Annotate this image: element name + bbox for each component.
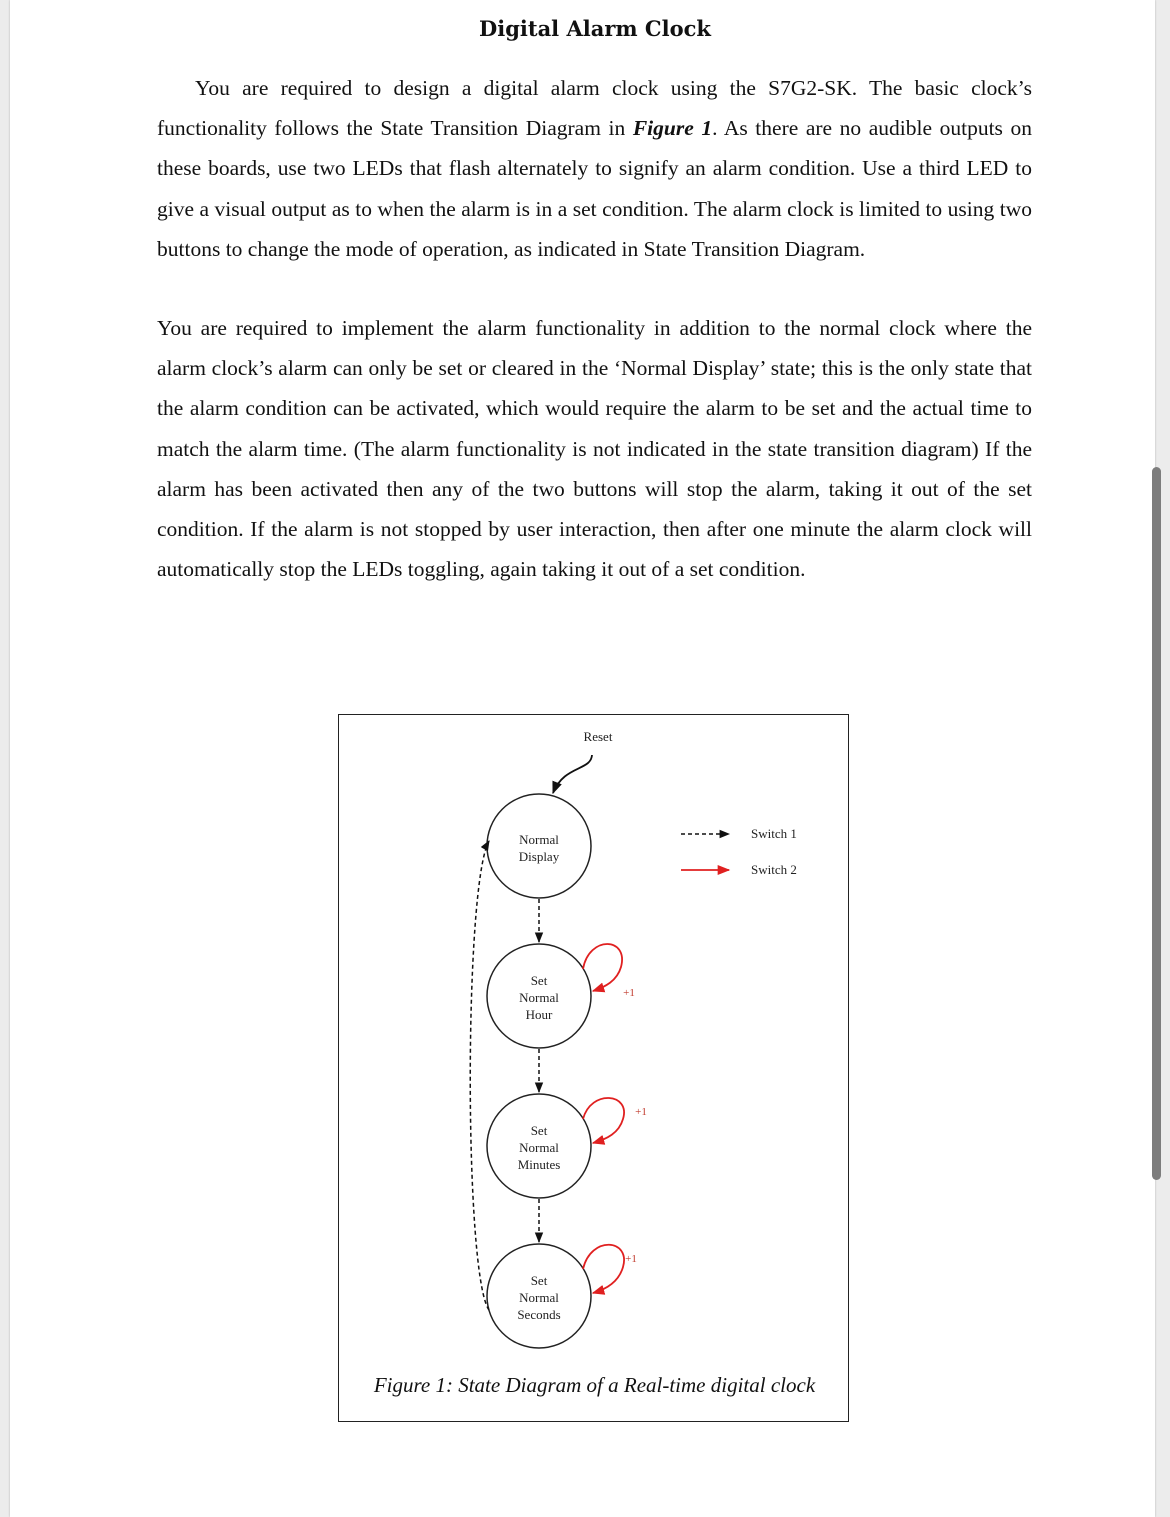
state-label: Hour [525, 1007, 553, 1022]
state-label: Display [518, 849, 560, 864]
state-label: Normal [519, 990, 559, 1005]
reset-label: Reset [583, 729, 613, 744]
state-label: Set [530, 973, 548, 988]
figure-reference: Figure 1 [632, 116, 713, 141]
increment-label: +1 [635, 1106, 647, 1118]
state-label: Normal [519, 832, 559, 847]
state-label: Set [530, 1123, 548, 1138]
state-label: Normal [519, 1290, 559, 1305]
legend-switch1-label: Switch 1 [751, 826, 797, 841]
paragraph-intro-text-1: You are required to design a digital alarm clock using the S7G2-SK. The basic clock’s functionality follows the State Transition Diagram in [157, 76, 1032, 141]
state-diagram-figure [338, 714, 849, 1422]
state-label: Normal [519, 1140, 559, 1155]
state-label: Minutes [517, 1157, 561, 1172]
paragraph-alarm-requirements: You are required to implement the alarm functionality in addition to the normal clock where the alarm clock’s alarm can only be set or cleared in the ‘Normal Display’ state; this is the only state that the alarm condition can be activated, which would require the alarm to be set and the actual time to match the alarm time. (The alarm functionality is not indicated in the state transition diagram) If the alarm has been activated then any of the two buttons will stop the alarm, taking it out of the set condition. If the alarm is not stopped by user interaction, then after one minute the alarm clock will automatically stop the LEDs toggling, again taking it out of a set condition. [157, 316, 1032, 582]
document-title: Digital Alarm Clock [479, 16, 711, 41]
legend-switch2-label: Switch 2 [751, 862, 797, 877]
switch1-return-transition [470, 841, 489, 1310]
reset-arrow [553, 755, 592, 793]
increment-label: +1 [623, 987, 635, 999]
increment-label: +1 [625, 1253, 637, 1265]
paragraph-intro-text-2: . As there are no audible outputs on these boards, use two LEDs that flash alternately to signify an alarm condition. Use a third LED to give a visual output as to when the alarm is in a set condition. The alarm clock is limited to using two buttons to change the mode of operation, as indicated in State Transition Diagram. [157, 116, 1032, 261]
document-page [10, 0, 1155, 1517]
figure-caption: Figure 1: State Diagram of a Real-time digital clock [373, 1373, 816, 1397]
state-label: Seconds [517, 1307, 561, 1322]
scrollbar-thumb[interactable] [1152, 467, 1161, 1180]
state-diagram [339, 715, 850, 1423]
state-label: Set [530, 1273, 548, 1288]
paragraph-intro [157, 68, 1032, 269]
